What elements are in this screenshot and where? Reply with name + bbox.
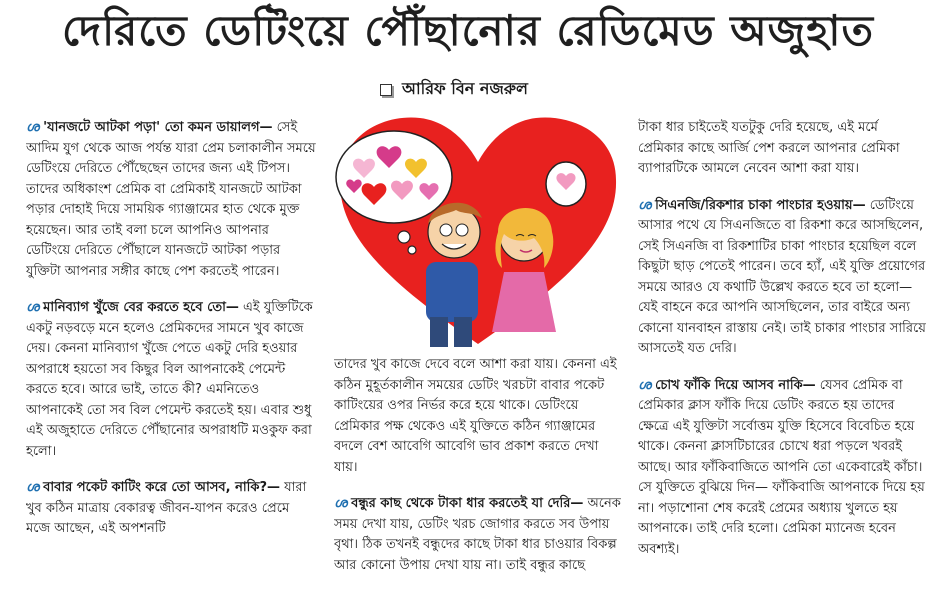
- section-marker-icon: ശ: [638, 377, 652, 393]
- section-marker-icon: ശ: [26, 300, 40, 315]
- column-2: [334, 355, 622, 610]
- section-father-pocket: [26, 478, 316, 540]
- section-friend-loan: [334, 494, 622, 576]
- column-1: [26, 118, 316, 610]
- section-body: ডেটিংয়ে আসার পথে যে সিএনজিতে বা রিকশা করে আসছিলেন, সেই সিএনজি বা রিকশাটির চাকা পাংচার হয়েছিল বলে কিছুটা ছাড় পেতেই পারেন। তবে হ্যাঁ, এই যুক্তি প্রয়োগের সময়ে আরও যে কথাটি উল্লেখ করতে হবে তা হলো— যেই বাহনে করে আপনি আসছিলেন, তার বাইরে অন্য কোনো যানবাহন রাস্তায় নেই। তাই চাকার পাংচার সারিয়ে আসতেই যত দেরি।: [638, 197, 926, 356]
- section-skip-class: [638, 376, 926, 561]
- section-title: বন্ধুর কাছ থেকে টাকা ধার করতেই যা দেরি—: [351, 496, 584, 511]
- section-title: বাবার পকেট কাটিং করে তো আসব, নাকি?—: [43, 480, 281, 495]
- section-title: 'যানজটে আটকা পড়া' তো কমন ডায়ালগ—: [43, 120, 273, 135]
- section-marker-icon: ശ: [26, 120, 40, 135]
- section-puncture: [638, 196, 926, 360]
- thought-bubble-left: [336, 131, 452, 223]
- section-body: যেসব প্রেমিক বা প্রেমিকার ক্লাস ফাঁকি দিয়ে ডেটিং করতে হয় তাদের ক্ষেত্রে এই যুক্তিটা সর্বোত্তম যুক্তি হিসেবে বিবেচিত হয়ে থাকে। কেননা ক্লাসটিচারের চোখে ধরা পড়লে খবরই আছে। আর ফাঁকিবাজিতে আপনি তো একেবারেই কাঁচা। সে যুক্তিতে বুঝিয়ে দিন— ফাঁকিবাজি আপনাকে দিয়ে হয় না। পড়াশোনা শেষ করেই প্রেমের অধ্যায় খুলতে হয় আপনাকে। তাই দেরি হলো। প্রেমিকা ম্যানেজ হবেন অবশ্যই।: [638, 377, 925, 557]
- section-father-pocket-continued: তাদের খুব কাজে দেবে বলে আশা করা যায়। কেননা এই কঠিন মুহূর্তকালীন সময়ের ডেটিং খরচটা বাবার পকেট কাটিংয়ের ওপর নির্ভর করে হয়ে থাকে। ডেটিংয়ে প্রেমিকার পক্ষ থেকেও এই যুক্তিতে কঠিন গ্যাঞ্জামের বদলে বেশ আবেগি আবেগি ভাব প্রকাশ করতে দেখা যায়।: [334, 357, 617, 475]
- section-traffic: [26, 118, 316, 282]
- section-title: মানিব্যাগ খুঁজে বের করতে হবে তো—: [43, 300, 239, 315]
- section-title: চোখ ফাঁকি দিয়ে আসব নাকি—: [655, 377, 816, 393]
- byline: [380, 76, 528, 103]
- section-wallet: [26, 298, 316, 462]
- column-3: [638, 118, 926, 610]
- square-box-icon: [380, 84, 392, 96]
- section-title: সিএনজি/রিকশার চাকা পাংচার হওয়ায়—: [655, 197, 866, 213]
- headline: দেরিতে ডেটিংয়ে পৌঁছানোর রেডিমেড অজুহাত: [62, 6, 874, 55]
- section-body: সেই আদিম যুগ থেকে আজ পর্যন্ত যারা প্রেম চলাকালীন সময়ে ডেটিংয়ে দেরিতে পৌঁছেছেন তাদের জন্য এই টিপস। তাদের অধিকাংশ প্রেমিক বা প্রেমিকাই যানজটে আটকা পড়ার দোহাই দিয়ে সাময়িক গ্যাঞ্জামের হাত থেকে মুক্ত হয়েছেন। আর তাই বলা চলে আপনিও আপনার ডেটিংয়ে দেরিতে পৌঁছালে যানজটে আটকা পড়ার যুক্তিটা আপনার সঙ্গীর কাছে পেশ করতেই পারেন।: [26, 120, 316, 279]
- section-body: এই যুক্তিটিকে একটু নড়বড়ে মনে হলেও প্রেমিকদের সামনে খুব কাজে দেয়। কেননা মানিব্যাগ খুঁজে পেতে একটু দেরি হওয়ার অপরাধে হয়তো সব কিছুর বিল আপনাকেই পেমেন্ট করতে হবে। আরে ভাই, তাতে কী? এমনিতেও আপনাকেই তো সব বিল পেমেন্ট করতেই হয়। এবার শুধু এই অজুহাতে দেরিতে পৌঁছানোর অপরাধটি মওকুফ করা হলো।: [26, 300, 313, 459]
- section-marker-icon: ശ: [26, 480, 40, 495]
- author-name: আরিফ বিন নজরুল: [402, 79, 528, 98]
- section-friend-loan-continued: টাকা ধার চাইতেই যতটুকু দেরি হয়েছে, এই মর্মে প্রেমিকার কাছে আর্জি পেশ করলে আপনার প্রেমিকা ব্যাপারটিকে আমলে নেবেন আশা করা যায়।: [638, 120, 900, 176]
- section-body: অনেক সময় দেখা যায়, ডেটিং খরচ জোগার করতে সব উপায় বৃথা। ঠিক তখনই বন্ধুদের কাছে টাকা ধার চাওয়ার বিকল্প আর কোনো উপায় দেখা যায় না। তাই বন্ধুর কাছে: [334, 496, 621, 573]
- section-body: যারা খুব কঠিন মাত্রায় বেকারত্ব জীবন-যাপন করেও প্রেমে মজে আছেন, এই অপশনটি: [26, 480, 307, 536]
- couple-illustration: [334, 112, 622, 352]
- section-marker-icon: ശ: [638, 197, 652, 213]
- section-marker-icon: ശ: [334, 496, 348, 511]
